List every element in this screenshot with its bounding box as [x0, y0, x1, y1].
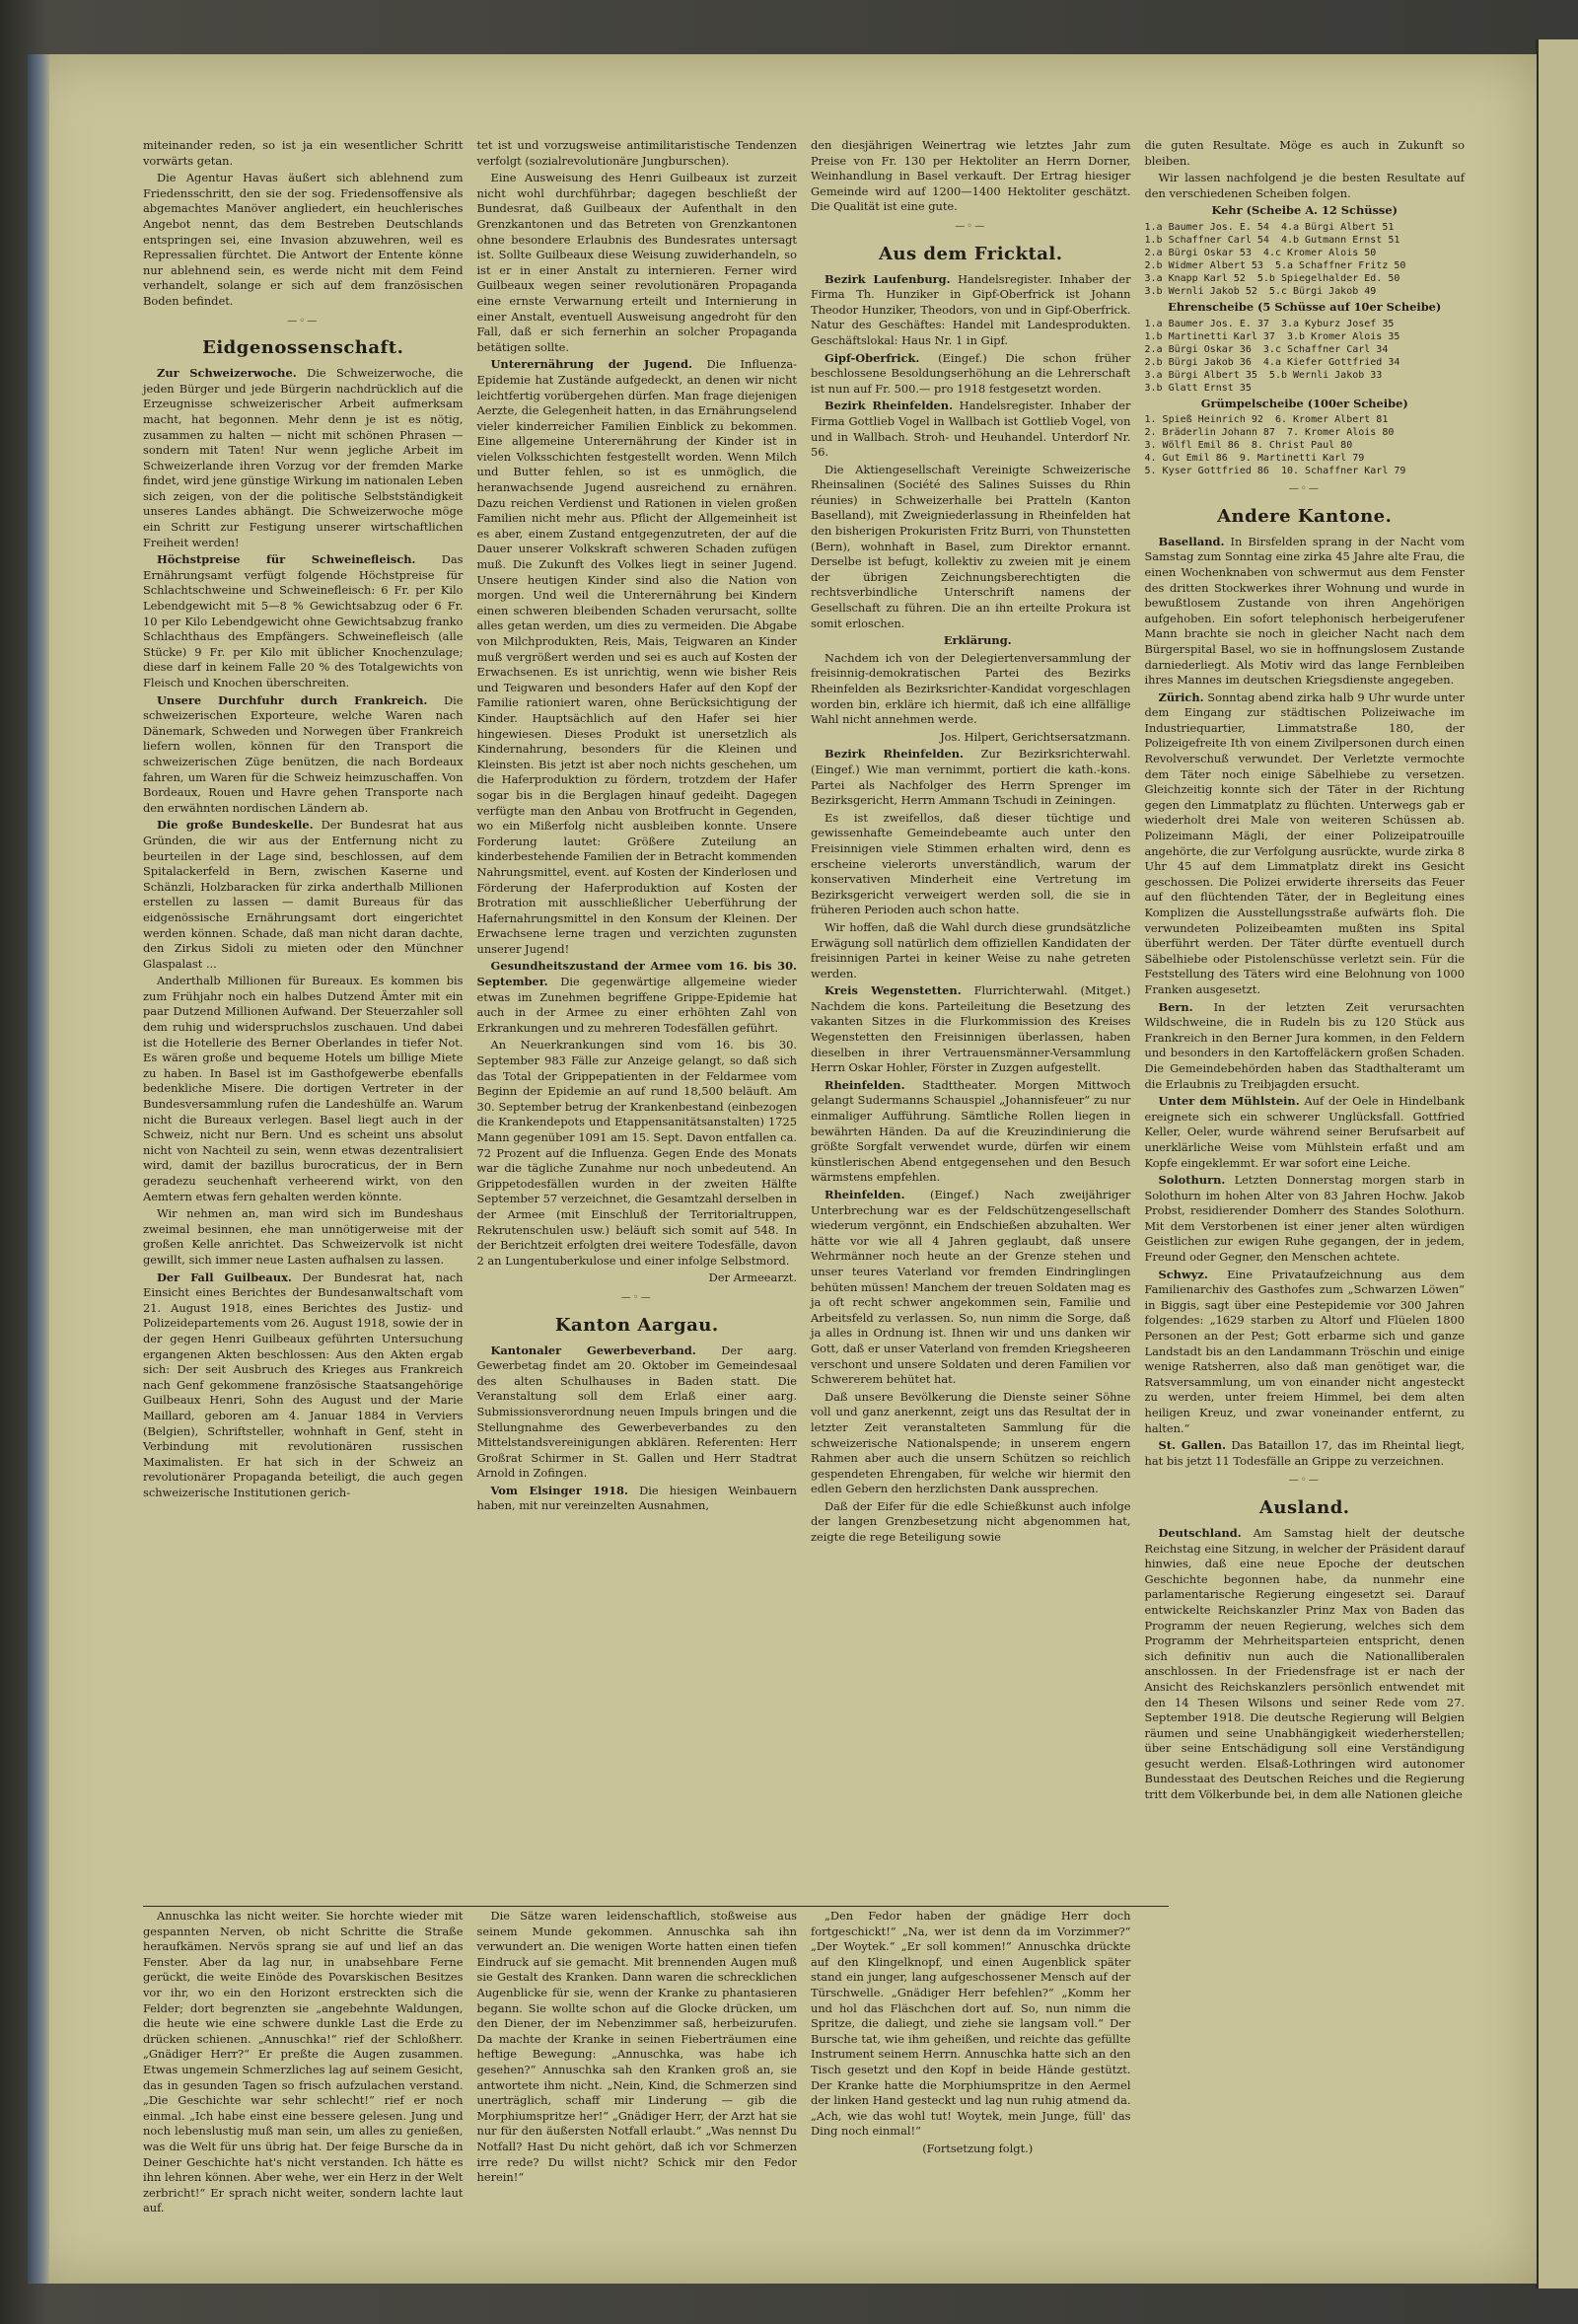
paragraph	[1145, 1438, 1466, 1469]
item-text: Der Bundesrat hat, nach Einsicht eines Berichtes der Bundesanwaltschaft vom 21. August 1918, eines Berichtes des Justiz- und Polizeidepartements vom 26. August 1918, sowie der in der gegen Henri Guilbeaux geführten Untersuchung ergangenen Akten beschlossen: Aus den Akten ergab sich: Der seit Ausbruch des Krieges aus Frankreich nach Genf gekommene französische Staatsangehörige Guilbeaux Henri, Sohn des August und der Marie Maillard, geboren am 4. Januar 1884 in Verviers (Belgien), Schriftsteller, wohnhaft in Genf, steht in Verbindung mit revolutionären russischen Maximalisten. Er hat sich in der Schweiz an revolutionärer Propaganda beteiligt, die auch gegen schweizerische Institutionen gerich-	[143, 1270, 464, 1499]
item-text: Die Influenza-Epidemie hat Zustände aufgedeckt, an denen wir nicht leichtfertig vorübergehen dürfen. Man frage diejenigen Aerzte, die Gelegenheit hatten, in das Ernährungselend vieler kinderreicher Familien Einblick zu bekommen. Eine allgemeine Unterernährung der Kinder ist in vielen Volksschichten festgestellt worden. Wenn Milch und Butter fehlen, so ist es unmöglich, die heranwachsende Jugend ausreichend zu ernähren. Dazu reichen Verdienst und Rationen in vielen großen Familien nicht mehr aus. Pflicht der Allgemeinheit ist es aber, einem Zustand entgegenzutreten, der auf die Dauer unserer Volkskraft schweren Schaden zufügen muß. Die Zukunft des Volkes liegt in seiner Jugend. Unsere heutigen Kinder sind also die Nation von morgen. Und weil die Unterernährung bei Kindern einen schweren bleibenden Schaden verursacht, sollte alles getan werden, um dies zu vermeiden. Die Abgabe von Milchprodukten, Reis, Mais, Teigwaren an Kinder muß vergrößert werden und sei es auch auf Kosten der Erwachsenen. Es ist unrichtig, wenn wie bisher Reis und Teigwaren und besonders Hafer auf den Kopf der Familie rationiert waren, ohne Berücksichtigung der Kinder. Hauptsächlich auf den Hafer sei hier hingewiesen. Dieses Produkt ist unersetzlich als Kindernahrung, besonders für die Kleinen und Kleinsten. Bis jetzt ist aber noch nichts geschehen, um die Haferproduktion zu fördern, trotzdem der Hafer sogar bis in die Berglagen hinauf gedeiht. Dagegen verfügte man den Anbau von Brotfrucht in Gegenden, wo ein Mißerfolg nicht ausbleiben konnte. Unsere Forderung lautet: Größere Zuteilung an kinderbestehende Familien der in Betracht kommenden Nahrungsmittel, event. auf Kosten der Kinderlosen und Förderung der Haferproduktion auf Kosten der Brotration mit ausschließlicher Ueberführung der Hafernahrungsmittel in den Konsum der Kleinen. Der Erwachsene lerne tragen und verzichten zugunsten unserer Jugend!	[476, 357, 797, 956]
results-title: Kehr (Scheibe A. 12 Schüsse)	[1211, 203, 1398, 218]
paragraph	[1145, 1268, 1466, 1437]
item-title: Vom Elsinger 1918.	[490, 1483, 628, 1497]
item-title: Zürich.	[1158, 690, 1204, 704]
item-title: Die große Bundeskelle.	[157, 818, 314, 833]
section-heading: Andere Kantone.	[1217, 505, 1393, 527]
signature: Jos. Hilpert, Gerichtsersatzmann.	[940, 729, 1131, 744]
paragraph: Die Aktiengesellschaft Vereinigte Schweizerische Rheinsalinen (Société des Salines Suisses du Rhin réunies) in Schweizerhalle bei Pratteln (Kanton Baselland), mit Zweigniederlassung in Rheinfelden hat den bisherigen Prokuristen Fritz Burri, von Thunstetten (Bern), wohnhaft in Basel, zum Direktor ernannt. Derselbe ist befugt, kollektiv zu zweien mit je einem der übrigen Zeichnungsberechtigten die rechtsverbindliche Unterschrift namens der Gesellschaft zu führen. Die an ihn erteilte Prokura ist somit erloschen.	[811, 462, 1131, 630]
section-divider: —◦—	[955, 220, 987, 232]
paragraph	[477, 1344, 798, 1482]
paragraph	[143, 818, 464, 972]
paragraph	[477, 1484, 798, 1514]
feuilleton-column-3	[811, 1909, 1131, 2165]
item-text: Am Samstag hielt der deutsche Reichstag eine Sitzung, in welcher der Präsident darauf hinwies, daß eine neue Epoche der deutschen Geschichte begonnen habe, da nunmehr eine parlamentarische Regierung eingesetzt sei. Darauf entwickelte Reichskanzler Prinz Max von Baden das Programm der neuen Regierung, welches sich dem Programm der Mehrheitsparteien entspricht, denen sich definitiv nun auch die Nationalliberalen anschlossen. In der Friedensfrage ist er nach der Ansicht des Reichskanzlers persönlich entwendet mit den 14 Thesen Wilsons und seiner Rede vom 27. September 1918. Die deutsche Regierung will Belgien räumen und seine Unabhängigkeit wiederherstellen; über seine Entschädigung soll eine Verständigung gesucht werden. Elsaß-Lothringen wird autonomer Bundesstaat des Deutschen Reiches und die Regierung tritt dem Völkerbunde bei, in dem alle Nationen gleiche	[1144, 1525, 1465, 1802]
paragraph: Wir hoffen, daß die Wahl durch diese grundsätzliche Erwägung soll natürlich dem offiziellen Kandidaten der freisinnigen Partei in keiner Weise zu nahe getreten werden.	[811, 919, 1131, 980]
paragraph: Daß unsere Bevölkerung die Dienste seiner Söhne voll und ganz anerkennt, zeigt uns das Resultat der in letzter Zeit veranstalteten Sammlung für die schweizerische Nationalspende; in unserem engern Rahmen aber auch die unsern Schützen so reichlich gespendeten Ehrengaben, für welche wir hiermit den edlen Gebern den herzlichsten Dank aussprechen.	[811, 1389, 1131, 1496]
item-text: Zur Bezirksrichterwahl. (Eingef.) Wie man vernimmt, portiert die kath.-kons. Partei als Nachfolger des Herrn Sprenger im Bezirksgericht, Herrn Ammann Tschudi in Zeiningen.	[811, 747, 1131, 808]
item-text: Das Bataillon 17, das im Rheintal liegt, hat bis jetzt 11 Todesfälle an Grippe zu verzeichnen.	[1144, 1438, 1465, 1468]
item-title: Höchstpreise für Schweinefleisch.	[157, 552, 416, 567]
item-title: Gipf-Oberfrick.	[825, 350, 920, 365]
item-title: Deutschland.	[1158, 1525, 1242, 1540]
item-title: Bezirk Laufenburg.	[825, 271, 951, 286]
news-columns	[143, 138, 1465, 2170]
results-table: 1. Spieß Heinrich 92 6. Kromer Albert 81 2. Bräderlin Johann 87 7. Kromer Alois 80 3. Wölfl Emil 86 8. Christ Paul 80 4. Gut Emil 86 9. Martinetti Karl 79 5. Kyser Gottfried 86 10. Schaffner Karl 79	[1144, 414, 1406, 477]
paragraph	[143, 552, 464, 690]
paragraph: Anderthalb Millionen für Bureaux. Es kommen bis zum Frühjahr noch ein halbes Dutzend Ämter mit ein paar Dutzend Millionen Aufwand. Der Steuerzahler soll dem ruhig und widerspruchslos zuschauen. Und dabei ist die Hotellerie des Berner Oberlandes in tiefer Not. Es wären große und bequeme Hotels um billige Miete zu haben. In Basel ist im Gasthofgewerbe ebenfalls bedenkliche Misere. Die dortigen Vertreter in der Bundesversammlung rufen die Landeshülfe an. Warum nicht die Bureaux verlegen. Basel liegt auch in der Schweiz, nicht nur Bern. Und es scheint uns absolut nicht von Nachteil zu sein, wenn etwas dezentralisiert wird, damit der bazillus burocraticus, der in Bern geradezu seuchenhaft verheerend wirkt, von den Aemtern etwas fern gehalten werden könnte.	[143, 974, 464, 1203]
continuation-note: (Fortsetzung folgt.)	[922, 2141, 1034, 2155]
item-text: (Eingef.) Die schon früher beschlossene Besoldungserhöhung an die Lehrerschaft ist nun auf Fr. 500.— pro 1918 festgesetzt worden.	[811, 350, 1131, 396]
section-divider: —◦—	[287, 315, 320, 327]
column-4	[1145, 138, 1466, 2170]
section-heading: Ausland.	[1258, 1496, 1350, 1518]
item-title: Rheinfelden.	[825, 1188, 905, 1201]
results-table: 1.a Baumer Jos. E. 54 4.a Bürgi Albert 51 1.b Schaffner Carl 54 4.b Gutmann Ernst 51 2.a Bürgi Oskar 53 4.c Kromer Alois 50 2.b Widmer Albert 53 5.a Schaffner Fritz 50 3.a Knapp Karl 52 5.b Spiegelhalder Ed. 50 3.b Wernli Jakob 52 5.c Bürgi Jakob 49	[1144, 221, 1406, 297]
paragraph	[811, 1078, 1131, 1186]
paragraph	[143, 1271, 464, 1501]
paragraph: Nachdem ich von der Delegiertenversammlung der freisinnig-demokratischen Partei des Bezirks Rheinfelden als Bezirksrichter-Kandidat vorgeschlagen worden bin, erkläre ich hiermit, daß ich eine allfällige Wahl nicht annehmen werde.	[811, 650, 1131, 727]
item-title: Baselland.	[1158, 534, 1225, 548]
paragraph: Die Agentur Havas äußert sich ablehnend zum Friedensschritt, den sie der sog. Friedensoffensive als abgemachtes Manöver angliedert, ein heuchlerisches Angebot nennt, das dem Bestreben Deutschlands entspringen sei, eine Invasion abzuwehren, weil es Repressalien fürchtet. Die Antwort der Entente könne nur ablehnend sein, es werde nicht mit dem Feind verhandelt, solange er sich auf dem französischen Boden befindet.	[143, 171, 464, 308]
item-title: Unsere Durchfuhr durch Frankreich.	[157, 692, 428, 707]
column-3	[811, 138, 1131, 2170]
paragraph	[143, 693, 464, 817]
item-title: Kreis Wegenstetten.	[825, 983, 962, 998]
paragraph	[811, 983, 1131, 1076]
section-divider: —◦—	[1288, 1475, 1321, 1487]
results-title: Grümpelscheibe (100er Scheibe)	[1200, 396, 1408, 410]
item-text: Der Bundesrat hat aus Gründen, die wir aus der Entfernung nicht zu beurteilen in der Lage sind, beschlossen, auf dem Spitalackerfeld in Bern, zwischen Kaserne und Schänzli, Holzbaracken für zirka anderthalb Millionen erstellen zu lassen — damit Bureaus für das eidgenössische Ernährungsamt dort eingerichtet werden können. Schade, daß man nicht daran dachte, den Zirkus Sidoli zu mieten oder den Münchner Glaspalast ...	[143, 818, 464, 971]
item-title: Bezirk Rheinfelden.	[825, 399, 954, 413]
item-text: In der letzten Zeit verursachten Wildschweine, die in Rudeln bis zu 120 Stück aus Frankreich in den Berner Jura kommen, in den Feldern und besonders in den Kartoffeläckern großen Schaden. Die Gemeindebehörden haben das Stadthalteramt um die Erlaubnis zu Treibjagden ersucht.	[1144, 999, 1465, 1091]
item-text: Die hiesigen Weinbauern haben, mit nur vereinzelten Ausnahmen,	[476, 1483, 797, 1513]
paragraph: „Den Fedor haben der gnädige Herr doch fortgeschickt!“ „Na, wer ist denn da im Vorzimmer?“ „Der Woytek.“ „Er soll kommen!“ Annuschka drückte auf den Klingelknopf, und einen Augenblick später stand ein junger, lang aufgeschossener Mensch auf der Türschwelle. „Gnädiger Herr befehlen?“ „Komm her und hol das Fläschchen dort auf. So, nun nimm die Spritze, die daliegt, und ziehe sie langsam voll.“ Der Bursche tat, wie ihm geheißen, und reichte das gefüllte Instrument seinem Herrn. Annuschka hatte sich an den Tisch gesetzt und den Kopf in beide Hände gestützt. Der Kranke hatte die Morphiumspritze in den Aermel der linken Hand gesteckt und lag nun ruhig atmend da. „Ach, wie das wohl tut! Woytek, mein Junge, füll' das Ding noch einmal!“	[811, 1909, 1131, 2139]
paragraph: Eine Ausweisung des Henri Guilbeaux ist zurzeit nicht wohl durchführbar; dagegen beschließt der Bundesrat, daß Guilbeaux der Aufenthalt in den Grenzkantonen und das Betreten von Grenzkantonen ohne besondere Erlaubnis des Bundesrates untersagt ist. Sollte Guilbeaux diese Weisung zuwiderhandeln, so ist er in einer Anstalt zu internieren. Ferner wird Guilbeaux wegen seiner revolutionären Propaganda eine ernste Verwarnung erteilt und Internierung in einer Anstalt, eventuell Ausweisung angedroht für den Fall, daß er sich fernerhin an solcher Propaganda betätigen sollte.	[476, 171, 797, 354]
paragraph: Die Sätze waren leidenschaftlich, stoßweise aus seinem Munde gekommen. Annuschka sah ihn verwundert an. Die wenigen Worte hatten einen tiefen Eindruck auf sie gemacht. Mit brennenden Augen muß sie Gestalt des Kranken. Dann waren die schrecklichen Augenblicke für sie, wenn der Kranke zu phantasieren begann. Sie wollte schon auf die Glocke drücken, um den Diener, der im Nebenzimmer saß, herbeizurufen. Da machte der Kranke in seinen Fieberträumen eine heftige Bewegung: „Annuschka, was habe ich gesehen?“ Annuschka sah den Kranken groß an, sie antwortete ihm nicht. „Nein, Kind, die Schmerzen sind unerträglich, schaff mir Linderung — gib die Morphiumspritze her!“ „Gnädiger Herr, der Arzt hat sie nur für den äußersten Notfall erlaubt.“ „Was nennst Du Notfall? Hast Du nicht gehört, daß ich vor Schmerzen irre rede? Du willst nicht? Schick mir den Fedor herein!“	[476, 1909, 797, 2185]
paragraph: An Neuerkrankungen sind vom 16. bis 30. September 983 Fälle zur Anzeige gelangt, so daß sich das Total der Grippepatienten in der Feldarmee vom Beginn der Epidemie an auf rund 18,500 beläuft. Am 30. September betrug der Krankenbestand (einbezogen die Krankendepots und Etappensanitätsanstalten) 1725 Mann gegenüber 1091 am 15. Sept. Davon entfallen ca. 72 Prozent auf die Influenza. Gegen Ende des Monats war die tägliche Zunahme nur noch unbedeutend. An Grippetodesfällen wurden in der zweiten Hälfte September 57 verzeichnet, die Gesamtzahl derselben in der Armee (mit Einschluß der Territorialtruppen, Rekrutenschulen usw.) beläuft sich somit auf 548. In der Berichtzeit erfolgten drei weitere Todesfälle, davon 2 an Lungentuberkulose und einer infolge Selbstmord.	[476, 1038, 797, 1268]
section-divider: —◦—	[1288, 483, 1321, 495]
item-text: Die schweizerischen Exporteure, welche Waren nach Dänemark, Schweden und Norwegen über Frankreich liefern wollen, können für den Transport die schweizerischen Züge benützen, die nach Bordeaux fahren, um Waren für die Schweiz heimzuschaffen. Von Bordeaux, Rouen und Havre gehen Transporte nach den erwähnten nordischen Ländern ab.	[143, 692, 464, 815]
item-title: Rheinfelden.	[825, 1077, 905, 1092]
paragraph: die guten Resultate. Möge es auch in Zukunft so bleiben.	[1144, 138, 1465, 168]
column-1	[143, 138, 464, 2170]
item-text: Die Schweizerwoche, die jeden Bürger und jede Bürgerin nachdrücklich auf die Erzeugnisse schweizerischer Arbeit aufmerksam macht, hat begonnen. Mehr denn je ist es nötig, zusammen zu halten — nicht mit schönen Phrasen — sondern mit Taten! Nur wenn jegliche Arbeit im Schweizerlande ihren Vorzug vor der fremden Marke findet, wird jene günstige Wirkung im nationalen Leben sich zeigen, von der die politische Selbstständigkeit unseres Landes abhängt. Die Schweizerwoche möge ein Schritt zur Festigung unserer wirtschaftlichen Freiheit werden!	[143, 366, 464, 549]
item-title: Schwyz.	[1158, 1267, 1208, 1281]
item-text: Handelsregister. Inhaber der Firma Th. Hunziker in Gipf-Oberfrick ist Johann Theodor Hunziker, Theodors, von und in Gipf-Oberfrick. Natur des Geschäftes: Handel mit Landesprodukten. Geschäftslokal: Haus Nr. 1 in Gipf.	[811, 271, 1131, 347]
paragraph: miteinander reden, so ist ja ein wesentlicher Schritt vorwärts getan.	[143, 138, 464, 168]
item-text: Sonntag abend zirka halb 9 Uhr wurde unter dem Eingang zur städtischen Polizeiwache im Industriequartier, Limmatstraße 180, der Polizeigefreite Ith von einem Zivilpersonen durch einen Revolverschuß verwundet. Der Verletzte vermochte dem Täter noch einige Säbelhiebe zu versetzen. Gleichzeitig konnte sich der Täter in der Richtung gegen den Limmatplatz zu flüchten. Unterwegs gab er wiederholt drei Male von weiteren Schüssen ab. Polizeimann Mägli, der einer Polizeipatrouille angehörte, die zur Verfolgung ausrückte, wurde zirka 8 Uhr 45 auf dem Limmatplatz direkt ins Gesicht geschossen. Die Polizei erwiderte ihrerseits das Feuer auf den flüchtenden Täter, der in Begleitung eines Komplizen die Ausstellungsstraße aufwärts floh. Die verwundeten Polizeibeamten mußten ins Spital überführt werden. Der Täter dürfte eventuell durch Säbelhiebe oder Pistolenschüsse verletzt sein. Für die Feststellung des Täters wird eine Belohnung von 1000 Franken ausgesetzt.	[1144, 690, 1465, 996]
page-binding	[28, 54, 49, 2284]
item-text: Stadttheater. Morgen Mittwoch gelangt Sudermanns Schauspiel „Johannisfeuer“ zu nur einmaliger Aufführung. Sämtliche Rollen liegen in bewährten Händen. Da auf die Kreuzindinierung die größte Sorgfalt verwendet wurde, dürfen wir einem künstlerischen Abend entgegensehen und den Besuch wärmstens empfehlen.	[811, 1077, 1131, 1185]
item-text: Das Ernährungsamt verfügt folgende Höchstpreise für Schlachtschweine und Schweinefleisch: 6 Fr. per Kilo Lebendgewicht mit 5—8 % Gewichtsabzug oder 6 Fr. 10 per Kilo Lebendgewicht ohne Gewichtsabzug franko Schlachthaus des Empfängers. Schweinefleisch (alle Stücke) 9 Fr. per Kilo mit üblicher Knochenzulage; diese darf in keinem Falle 20 % des Totalgewichts von Fleisch und Knochen überschreiten.	[143, 552, 464, 690]
paragraph	[477, 959, 798, 1036]
paragraph: tet ist und vorzugsweise antimilitaristische Tendenzen verfolgt (sozialrevolutionäre Jungburschen).	[476, 138, 797, 168]
adjacent-page-edge	[1536, 39, 1578, 2288]
paragraph	[1145, 1526, 1466, 1803]
paragraph: den diesjährigen Weinertrag wie letztes Jahr zum Preise von Fr. 130 per Hektoliter an Herrn Dorner, Weinhandlung in Basel verkauft. Der Ertrag hiesiger Gemeinde wird auf 1200—1400 Hektoliter geschätzt. Die Qualität ist eine gute.	[811, 138, 1131, 214]
item-title: Erklärung.	[943, 633, 1012, 648]
paragraph: Daß der Eifer für die edle Schießkunst auch infolge der langen Grenzbesetzung nicht abgenommen hat, zeigte die rege Beteiligung sowie	[811, 1498, 1131, 1545]
feuilleton-column-1	[143, 1909, 464, 2215]
item-text: In Birsfelden sprang in der Nacht vom Samstag zum Sonntag eine zirka 45 Jahre alte Frau, die einen Wochenknaben von schwermut aus dem Fenster des dritten Stockwerkes ihrer Wohnung und wurde in bewußtlosem Zustande von ihren Angehörigen aufgehoben. Ein sofort telephonisch herbeigerufener Mann brachte sie noch in gleicher Nacht nach dem Bürgerspital Basel, wo sie in hoffnungslosem Zustande darniederliegt. Als Motiv wird das lange Fernbleiben ihres Mannes im deutschen Kriegsdienste angegeben.	[1144, 534, 1465, 688]
paragraph: Es ist zweifellos, daß dieser tüchtige und gewissenhafte Gemeindebeamte auch unter den Freisinnigen viele Stimmen erhalten wird, denn es erscheine vielerorts unverständlich, warum der konservativen Minderheit eine Vertretung im Bezirksgericht verweigert werden soll, die sie in früheren Perioden auch schon hatte.	[811, 810, 1131, 917]
paragraph	[1145, 1094, 1466, 1171]
item-title: Unter dem Mühlstein.	[1158, 1094, 1300, 1109]
section-divider: —◦—	[620, 1291, 653, 1303]
item-title: Kantonaler Gewerbeverband.	[490, 1343, 696, 1357]
paragraph	[1145, 690, 1466, 998]
paragraph: Wir lassen nachfolgend je die besten Resultate auf den verschiedenen Scheiben folgen.	[1144, 171, 1465, 200]
section-heading: Aus dem Fricktal.	[878, 243, 1063, 264]
item-text: (Eingef.) Nach zweijähriger Unterbrechung war es der Feldschützengesellschaft wiederum vergönnt, ein Endschießen abzuhalten. Wer hätte vor wie all 4 Jahren geglaubt, daß unsere Wehrmänner noch heute an der Grenze stehen und unser teures Vaterland vor fremden Eindringlingen behüten müssen! Manchem der treuen Soldaten mag es ja oft recht schwer angekommen sein, Familie und Arbeitsfeld zu verlassen. So, nun nimm die Sorge, daß ja alles in Ordnung ist. Ihnen wir und uns danken wir Gott, daß er unser Vaterland von fremden Kriegsheeren verschont und unsere Soldaten und deren Familien vor Schwererem behütet hat.	[811, 1188, 1131, 1387]
item-text: Die gegenwärtige allgemeine wieder etwas im Zunehmen begriffene Grippe-Epidemie hat auch in der Armee zu einer erhöhten Zahl von Erkrankungen und zu mehreren Todesfällen geführt.	[476, 975, 797, 1035]
feuilleton-column-2	[476, 1909, 798, 2185]
item-title: Bern.	[1158, 999, 1193, 1014]
item-title: Zur Schweizerwoche.	[157, 366, 297, 381]
item-title: Unterernährung der Jugend.	[490, 357, 692, 372]
item-title: Gesundheitszustand der Armee vom 16. bis 30. September.	[476, 959, 797, 989]
paragraph	[811, 747, 1131, 808]
column-2	[477, 138, 798, 2170]
section-heading: Kanton Aargau.	[554, 1314, 719, 1336]
item-title: Solothurn.	[1158, 1173, 1226, 1188]
feuilleton-rule	[143, 1906, 1169, 1907]
paragraph	[1145, 535, 1466, 689]
paragraph: Annuschka las nicht weiter. Sie horchte wieder mit gespannten Nerven, ob nicht Schritte die Straße heraufkämen. Nervös sprang sie auf und lief an das Fenster. Aber da lag nur, in unabsehbare Ferne gerückt, die weite Einöde des Povarskischen Besitzes vor ihr, wo ein den Horizont erstreckten sich die Felder; dort begrenzten sie „angebehnte Waldungen, die heute wie eine schwere dunkle Last die Erde zu drücken schienen. „Annuschka!“ rief der Schloßherr. „Gnädiger Herr?“ Er preßte die Augen zusammen. Etwas ungemein Schmerzliches lag auf seinem Gesicht, das in gesunden Tagen so frisch aufzulachen verstand. „Die Geschichte war sehr schlecht!“ rief er noch einmal. „Ich habe einst eine bessere gelesen. Jung und noch lebenslustig muß man sein, um alles zu genießen, was die Welt für uns übrig hat. Der feige Bursche da in Deiner Geschichte hat's nicht verstanden. Ich hätte es ihn lehren können. Aber wehe, wer ein Herz in der Welt zerbricht!“ Er sprach nicht weiter, sondern lachte laut auf.	[143, 1909, 464, 2215]
paragraph	[1145, 1000, 1466, 1093]
item-text: Eine Privataufzeichnung aus dem Familienarchiv des Gasthofes zum „Schwarzen Löwen“ in Biggis, sagt über eine Pestepidemie vor 300 Jahren folgendes: „1629 starben zu Altorf und Flüelen 1800 Personen an der Pest; Gott erbarme sich und ganze Landstadt bis an den Landammann Tröschin und einige wenige Ratsherren, also daß man genötiget war, die Ratsversammlung, um von einander nicht angesteckt zu werden, unter freiem Himmel, bei dem alten heiligen Kreuz, und zwar voneinander entfernt, zu halten.“	[1144, 1267, 1465, 1435]
feuilleton-section	[143, 1909, 1465, 2215]
results-title: Ehrenscheibe (5 Schüsse auf 10er Scheibe)	[1168, 299, 1442, 314]
results-table: 1.a Baumer Jos. E. 37 3.a Kyburz Josef 35 1.b Martinetti Karl 37 3.b Kromer Alois 35 2.a Bürgi Oskar 36 3.c Schaffner Carl 34 2.b Bürgi Jakob 36 4.a Kiefer Gottfried 34 3.a Bürgi Albert 35 5.b Wernli Jakob 33 3.b Glatt Ernst 35	[1144, 318, 1400, 394]
paragraph	[811, 399, 1131, 460]
paragraph: Wir nehmen an, man wird sich im Bundeshaus zweimal besinnen, ehe man unnötigerweise mit der großen Kelle anrichtet. Das Schweizervolk ist nicht gewillt, sich immer neue Lasten aufhalsen zu lassen.	[143, 1206, 464, 1267]
paragraph	[811, 351, 1131, 398]
section-heading: Eidgenossenschaft.	[202, 337, 404, 359]
paragraph	[143, 366, 464, 550]
paragraph	[811, 272, 1131, 349]
paragraph	[1145, 1173, 1466, 1266]
item-text: Der aarg. Gewerbetag findet am 20. Oktober im Gemeindesaal des alten Schulhauses in Baden statt. Die Veranstaltung soll dem Erlaß einer aarg. Submissionsverordnung neuen Impuls bringen und die Stellungnahme des Gewerbeverbandes zu den Mittelstandsvereinigungen abklären. Referenten: Herr Großrat Schirmer in St. Gallen und Herr Stadtrat Arnold in Zofingen.	[476, 1343, 797, 1481]
item-title: Der Fall Guilbeaux.	[157, 1270, 292, 1284]
paragraph	[811, 1188, 1131, 1388]
signature: Der Armeearzt.	[708, 1271, 797, 1285]
item-text: Flurrichterwahl. (Mitget.) Nachdem die kons. Parteileitung die Besetzung des vakanten Sitzes in die Flurkommission des Kreises Wegenstetten den Freisinnigen überlassen, haben dieselben in ihrer Vertrauensmänner-Versammlung Herrn Oskar Hohler, Förster in Zuzgen aufgestellt.	[811, 983, 1131, 1075]
item-text: Letzten Donnerstag morgen starb in Solothurn im hohen Alter von 83 Jahren Hochw. Jakob Probst, residierender Domherr des Standes Solothurn. Mit dem Verstorbenen ist einer jener alten würdigen Geistlichen zur ewigen Ruhe gegangen, der in jedem, Freund oder Gegner, den Menschen achtete.	[1144, 1173, 1465, 1265]
paragraph	[477, 357, 798, 957]
item-title: Bezirk Rheinfelden.	[825, 747, 965, 762]
item-text: Auf der Oele in Hindelbank ereignete sich ein schwerer Unglücksfall. Gottfried Keller, Oeler, wurde während seiner Berufsarbeit auf unerklärliche Weise vom Mühlstein erfaßt und am Kopfe eingeklemmt. Er war sofort eine Leiche.	[1144, 1094, 1466, 1170]
item-title: St. Gallen.	[1158, 1438, 1226, 1453]
item-text: Handelsregister. Inhaber der Firma Gottlieb Vogel in Wallbach ist Gottlieb Vogel, von und in Wallbach. Stroh- und Heuhandel. Unterdorf Nr. 56.	[811, 399, 1131, 460]
